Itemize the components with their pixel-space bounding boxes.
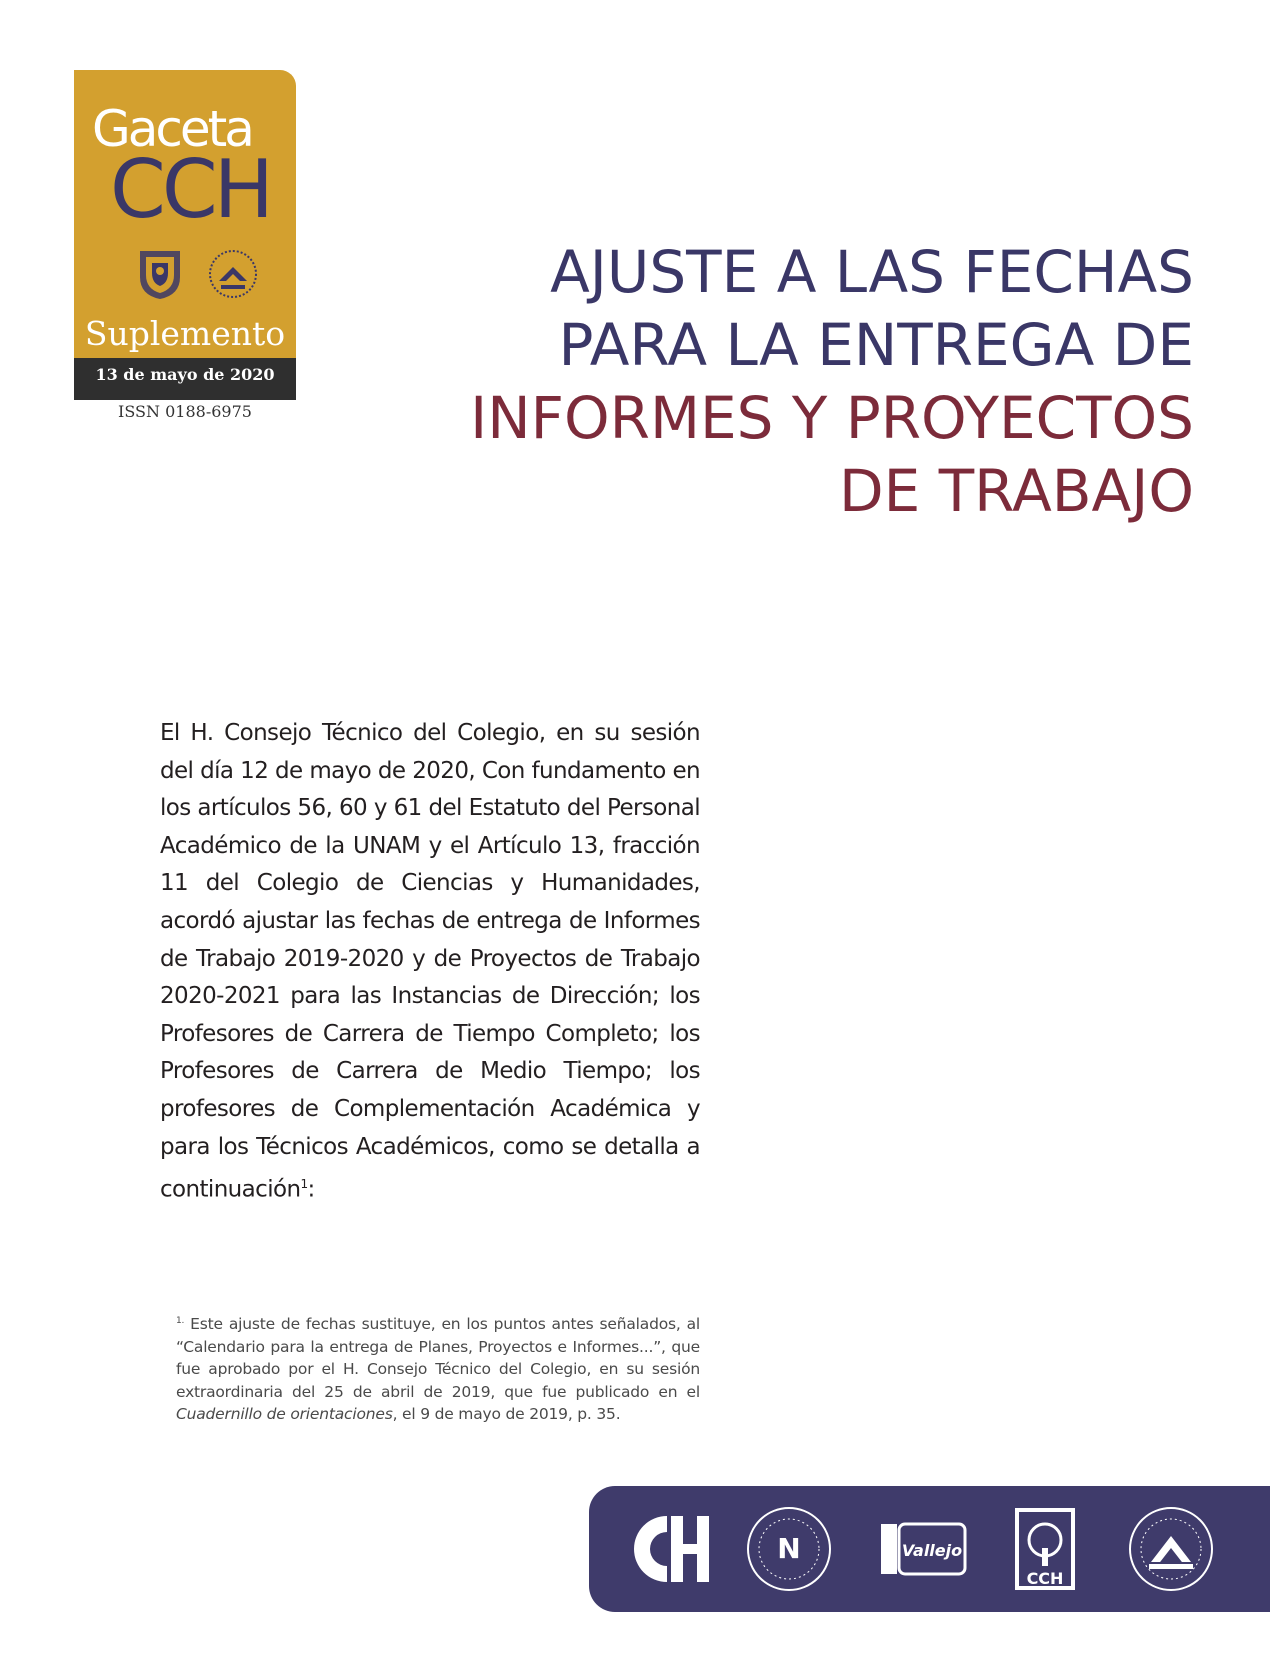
masthead-date-band [74,358,296,400]
cch-emblem-icon [207,247,259,301]
footnote-text-before: Este ajuste de fechas sustituye, en los puntos antes señalados, al “Calendario para la entrega de Planes, Proyectos e Informes...”, que fue aprobado por el H. Consejo Técnico del Colegio, en su sesión extraordinaria del 25 de abril de 2019, que fue publicado en el [176,1315,700,1401]
cch-azcapotzalco-logo [625,1506,713,1592]
masthead-cch: CCH [110,143,270,236]
title-line-4: DE TRABAJO [838,457,1194,525]
footnote [176,1310,700,1426]
sur-logo [1125,1506,1217,1592]
footnote-ref[interactable]: 1 [300,1177,308,1192]
vallejo-logo [877,1506,969,1592]
masthead-gaceta: Gaceta [92,100,252,158]
body-colon: : [307,1176,315,1203]
vallejo-logo-text: Vallejo [901,1541,963,1560]
unam-emblem-icon [134,247,186,301]
page-title [334,236,1194,528]
body-text: El H. Consejo Técnico del Colegio, en su sesión del día 12 de mayo de 2020, Con fundamento en los artículos 56, 60 y 61 del Estatuto del Personal Académico de la UNAM y el Artículo 13, fracción 11 del Colegio de Ciencias y Humanidades, acordó ajustar las fechas de entrega de Informes de Trabajo 2019-2020 y de Proyectos de Trabajo 2020-2021 para las Instancias de Dirección; los Profesores de Carrera de Tiempo Completo; los Profesores de Carrera de Medio Tiempo; los profesores de Complementación Académica y para los Técnicos Académicos, como se detalla a continuación [160,720,700,1203]
masthead [74,70,296,400]
naucalpan-logo-letter: N [777,1532,801,1565]
oriente-logo-text: CCH [1026,1569,1064,1588]
footnote-mark: 1. [176,1316,185,1326]
footnote-text-after: , el 9 de mayo de 2019, p. 35. [392,1405,621,1424]
title-line-1: AJUSTE A LAS FECHAS [550,238,1194,306]
masthead-supplement: Suplemento [84,314,286,353]
masthead-date: 13 de mayo de 2020 [95,365,275,384]
oriente-logo [1013,1506,1089,1592]
title-line-2: PARA LA ENTREGA DE [558,311,1194,379]
issn: ISSN 0188-6975 [118,402,252,421]
body-paragraph [160,715,700,1209]
title-line-3: INFORMES Y PROYECTOS [470,384,1194,452]
footnote-italic-title: Cuadernillo de orientaciones [176,1405,393,1424]
footer-logo-band [589,1486,1270,1612]
naucalpan-logo [743,1506,835,1592]
